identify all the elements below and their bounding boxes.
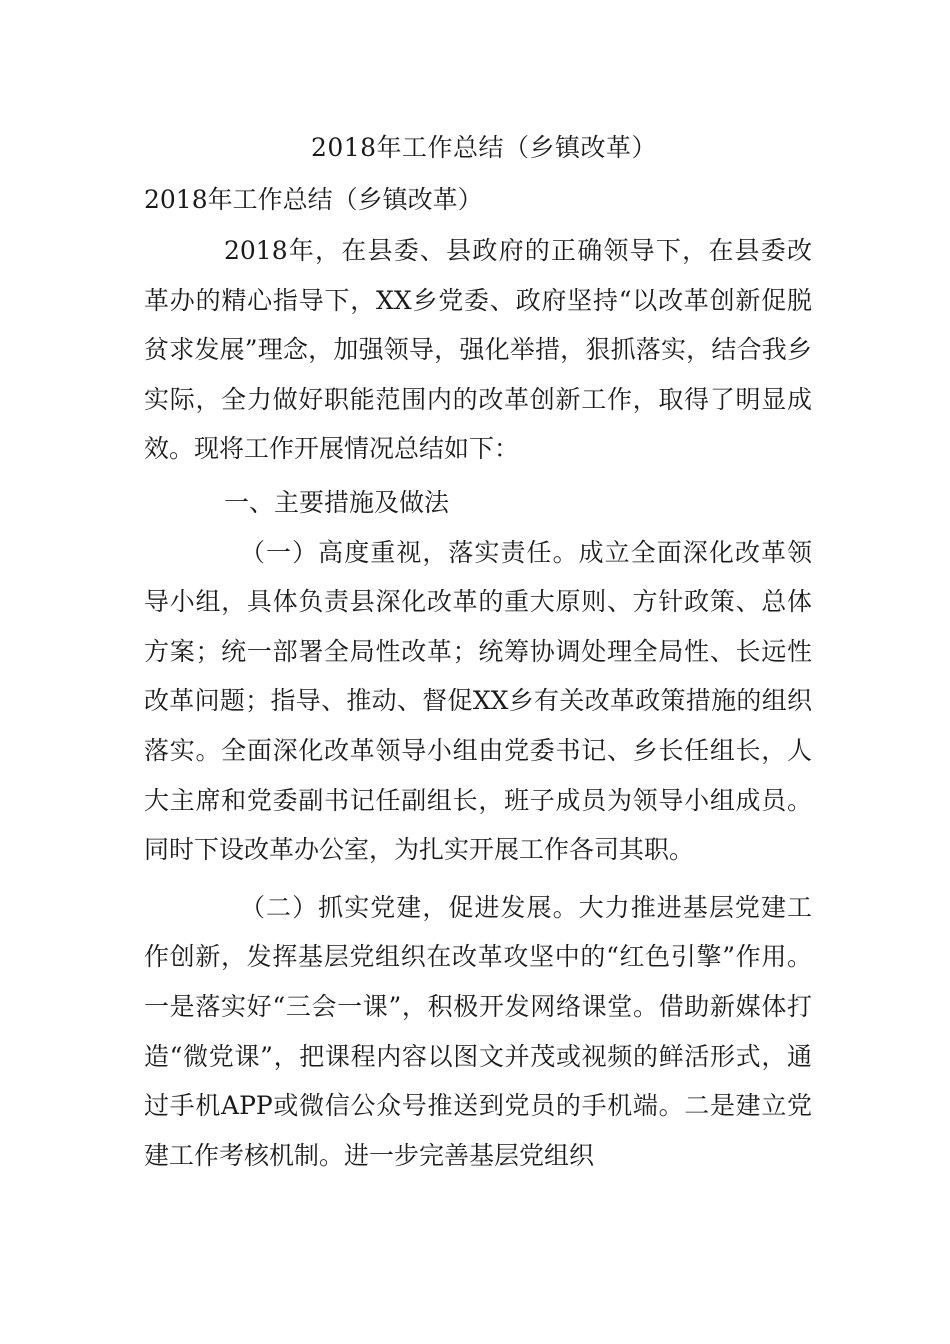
intro-paragraph: 2018年，在县委、县政府的正确领导下，在县委改革办的精心指导下，XX乡党委、政府坚持“以改革创新促脱贫求发展”理念，加强领导，强化举措，狠抓落实，结合我乡实际，全力做好职能范围内的改革创新工作，取得了明显成效。现将工作开展情况总结如下： (144, 236, 812, 464)
section-heading: 一、主要措施及做法 (224, 487, 450, 517)
document-body (144, 226, 812, 1180)
point-one-paragraph: （一）高度重视，落实责任。成立全面深化改革领导小组，具体负责县深化改革的重大原则、方针政策、总体方案；统一部署全局性改革；统筹协调处理全局性、长远性改革问题；指导、推动、督促XX乡有关改革政策措施的组织落实。全面深化改革领导小组由党委书记、乡长任组长，人大主席和党委副书记任副组长，班子成员为领导小组成员。同时下设改革办公室，为扎实开展工作各司其职。 (144, 537, 812, 865)
document-title: 2018年工作总结（乡镇改革） (310, 133, 658, 162)
point-two-paragraph: （二）抓实党建，促进发展。大力推进基层党建工作创新，发挥基层党组织在改革攻坚中的“红色引擎”作用。一是落实好“三会一课”，积极开发网络课堂。借助新媒体打造“微党课”，把课程内容以图文并茂或视频的鲜活形式，通过手机APP或微信公众号推送到党员的手机端。二是建立党建工作考核机制。进一步完善基层党组织 (144, 892, 812, 1170)
document-subtitle: 2018年工作总结（乡镇改革） (144, 185, 483, 214)
